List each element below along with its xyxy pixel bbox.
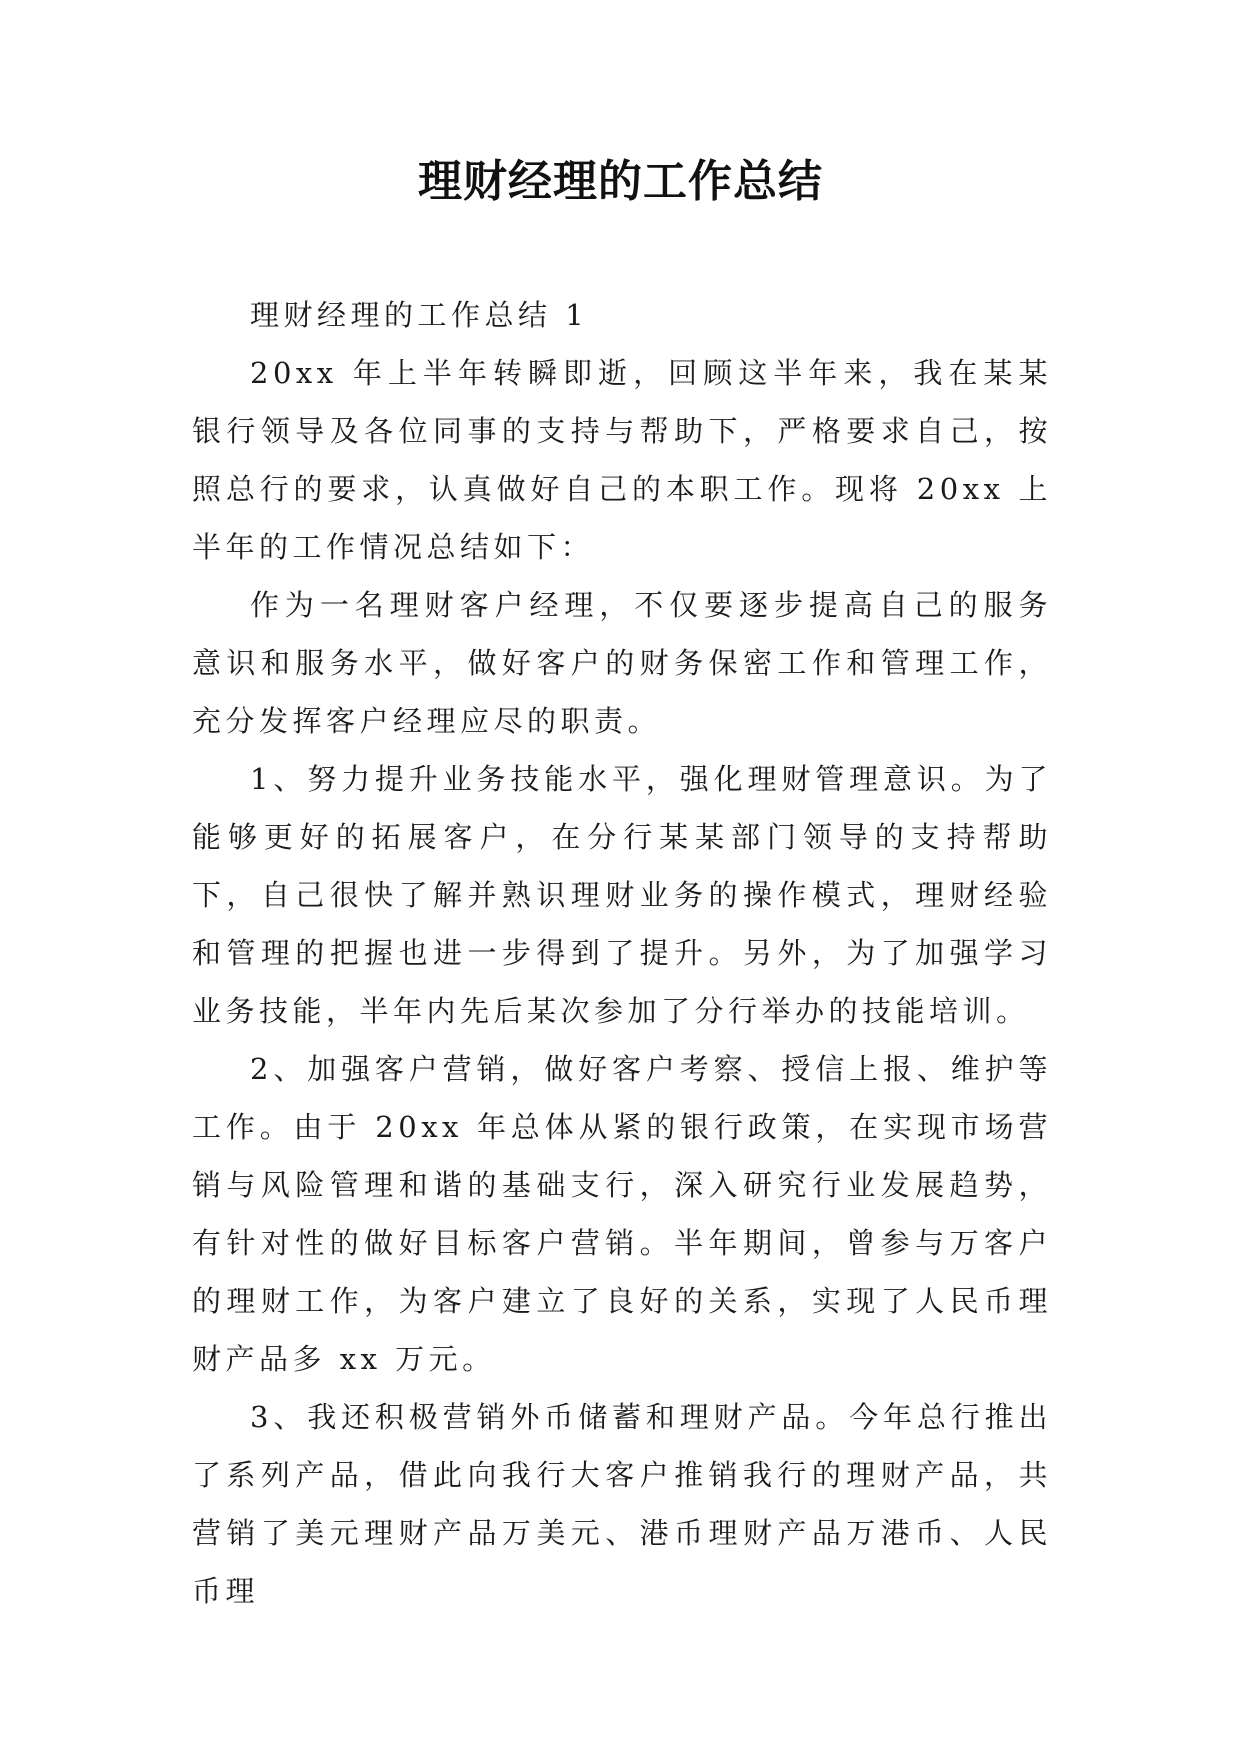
document-title: 理财经理的工作总结: [418, 156, 823, 207]
paragraph-intro: 20xx 年上半年转瞬即逝，回顾这半年来，我在某某银行领导及各位同事的支持与帮助下，严格要求自己，按照总行的要求，认真做好自己的本职工作。现将 20xx 上半年的工作情况总结如下：: [192, 356, 1052, 564]
document-body: [192, 286, 1052, 1620]
paragraph-role: 作为一名理财客户经理，不仅要逐步提高自己的服务意识和服务水平，做好客户的财务保密工作和管理工作，充分发挥客户经理应尽的职责。: [192, 588, 1052, 738]
section-heading: 理财经理的工作总结 1: [250, 298, 589, 332]
paragraph-item-2: 2、加强客户营销，做好客户考察、授信上报、维护等工作。由于 20xx 年总体从紧的银行政策，在实现市场营销与风险管理和谐的基础支行，深入研究行业发展趋势，有针对性的做好目标客户营销。半年期间，曾参与万客户的理财工作，为客户建立了良好的关系，实现了人民币理财产品多 xx 万元。: [192, 1052, 1052, 1376]
paragraph-item-3: 3、我还积极营销外币储蓄和理财产品。今年总行推出了系列产品，借此向我行大客户推销我行的理财产品，共营销了美元理财产品万美元、港币理财产品万港币、人民币理: [192, 1400, 1052, 1608]
paragraph-item-1: 1、努力提升业务技能水平，强化理财管理意识。为了能够更好的拓展客户，在分行某某部门领导的支持帮助下，自己很快了解并熟识理财业务的操作模式，理财经验和管理的把握也进一步得到了提升。另外，为了加强学习业务技能，半年内先后某次参加了分行举办的技能培训。: [192, 762, 1052, 1028]
